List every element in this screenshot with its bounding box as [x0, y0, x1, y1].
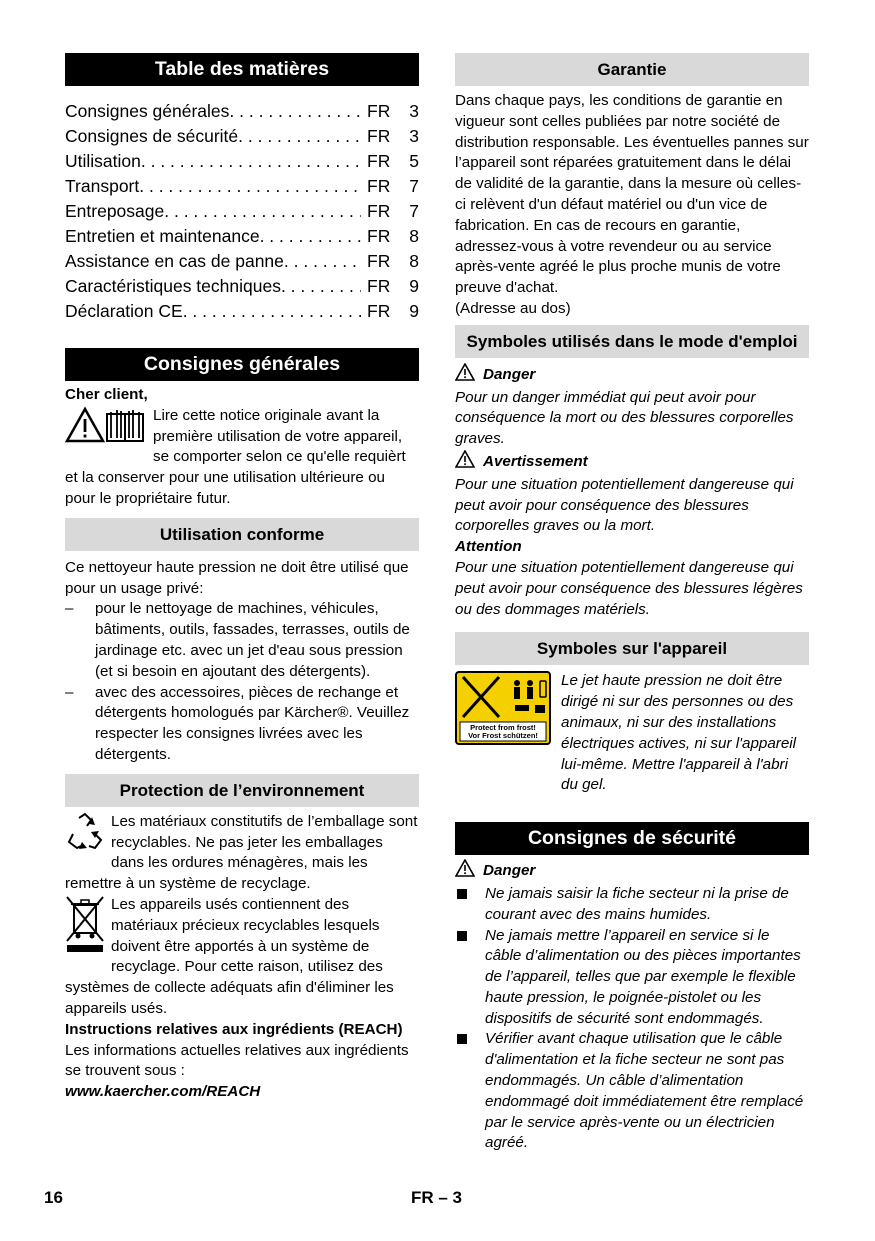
device-label-line1: Protect from frost!	[470, 723, 536, 733]
toc-item[interactable]: Transport . . . FR 7	[65, 174, 419, 199]
toc-item[interactable]: Déclaration CE . . . FR 9	[65, 299, 419, 324]
page-reference: FR – 3	[411, 1188, 463, 1207]
recycle-paragraph	[65, 812, 419, 895]
warranty-address: (Adresse au dos)	[455, 299, 571, 317]
warning-triangle-icon	[455, 363, 475, 388]
reach-link[interactable]: www.kaercher.com/REACH	[65, 1083, 261, 1101]
table-of-contents	[65, 99, 419, 324]
symbols-device-heading: Symboles sur l'appareil	[455, 632, 809, 665]
usage-heading: Utilisation conforme	[65, 518, 419, 551]
page-number: 16	[44, 1188, 63, 1207]
device-warning-label-icon	[455, 671, 551, 752]
crossed-bin-icon	[65, 895, 105, 960]
usage-list	[65, 599, 419, 765]
toc-item[interactable]: Utilisation . . . FR 5	[65, 149, 419, 174]
salutation: Cher client,	[65, 386, 148, 403]
toc-item[interactable]: Assistance en cas de panne . . . FR 8	[65, 249, 419, 274]
device-label-line2: Vor Frost schützen!	[468, 731, 538, 741]
list-item: Ne jamais mettre l’appareil en service si le câble d’alimentation ou des pièces importantes de l’appareil, telles que par exemple le flexible haute pression, le poignée-pistolet ou les dispositifs de sécurité sont endommagés.	[455, 926, 809, 1030]
general-heading: Consignes générales	[65, 348, 419, 381]
list-item: Vérifier avant chaque utilisation que le câble d'alimentation et la fiche secteur ne sont pas endommagés. Un câble d’alimentation endommagé doit immédiatement être remplacé par le service après-vente ou un électricien agréé.	[455, 1029, 809, 1154]
toc-item[interactable]: Entretien et maintenance . . . FR 8	[65, 224, 419, 249]
weee-text: Les appareils usés contiennent des matériaux précieux recyclables lesquels doivent être apportés à un système de recyclage. Pour cette raison, utilisez des systèmes de collecte adéquats afin d'éliminer les appareils usés.	[65, 895, 394, 1017]
bullet-square-icon	[457, 1034, 467, 1044]
left-column	[65, 53, 419, 1103]
toc-item[interactable]: Caractéristiques techniques . . . FR 9	[65, 274, 419, 299]
right-column	[455, 53, 809, 1154]
device-symbol-block	[455, 671, 809, 796]
toc-item[interactable]: Consignes de sécurité . . . FR 3	[65, 124, 419, 149]
weee-paragraph	[65, 895, 419, 1020]
list-item: – pour le nettoyage de machines, véhicules, bâtiments, outils, fassades, terrasses, outils de jardinage etc. avec un jet d'eau sous pression (et si besoin en ajoutant des détergents).	[65, 599, 419, 682]
attention-label: Attention	[455, 538, 522, 556]
warranty-text: Dans chaque pays, les conditions de garantie en vigueur sont celles publiées par notre société de distribution responsable. Les éventuelles pannes sur l’appareil sont réparées gratuitement dans le délai de validité de la garantie, dans la mesure où celles-ci relèvent d'un défaut matériel ou d'un vice de fabrication. En cas de recours en garantie, adressez-vous à votre revendeur ou au service après-vente agréé le plus proche munis de votre preuve d'achat.	[455, 92, 809, 297]
general-paragraph	[65, 406, 419, 510]
general-text: Lire cette notice originale avant la première utilisation de votre appareil, se comporter selon ce qu'elle requièrt et la conserver pour une utilisation ultérieure ou pour le propriétaire futur.	[65, 406, 406, 507]
safety-heading: Consignes de sécurité	[455, 822, 809, 855]
toc-heading: Table des matières	[65, 53, 419, 86]
reach-text: Les informations actuelles relatives aux ingrédients se trouvent sous :	[65, 1041, 409, 1080]
warning-triangle-icon	[455, 450, 475, 475]
recycle-icon	[65, 812, 105, 859]
safety-danger-label: Danger	[455, 859, 809, 884]
list-item: Ne jamais saisir la fiche secteur ni la prise de courant avec des mains humides.	[455, 884, 809, 926]
warning-triangle-icon	[455, 859, 475, 884]
recycle-text: Les matériaux constitutifs de l’emballage sont recyclables. Ne pas jeter les emballages dans les ordures ménagères, mais les remettre à un système de recyclage.	[65, 812, 418, 893]
usage-intro: Ce nettoyeur haute pression ne doit être utilisé que pour un usage privé:	[65, 558, 409, 597]
reach-heading: Instructions relatives aux ingrédients (REACH)	[65, 1020, 403, 1038]
warning-text: Pour une situation potentiellement dangereuse qui peut avoir pour conséquence des blessures corporelles graves ou la mort.	[455, 475, 794, 535]
environment-heading: Protection de l’environnement	[65, 774, 419, 807]
device-symbol-text: Le jet haute pression ne doit être dirigé ni sur des personnes ou des animaux, ni sur des installations électriques actives, ni sur l'appareil lui-même. Mettre l'appareil à l'abri du gel.	[561, 672, 797, 794]
bullet-square-icon	[457, 889, 467, 899]
list-item: – avec des accessoires, pièces de rechange et détergents homologués par Kärcher®. Veuillez respecter les consignes livrées avec les détergents.	[65, 683, 419, 766]
warning-label: Avertissement	[455, 450, 809, 475]
danger-text: Pour un danger immédiat qui peut avoir pour conséquence la mort ou des blessures corporelles graves.	[455, 388, 794, 448]
safety-list	[455, 884, 809, 1154]
danger-label: Danger	[455, 363, 809, 388]
toc-item[interactable]: Entreposage . . . FR 7	[65, 199, 419, 224]
bullet-square-icon	[457, 931, 467, 941]
symbols-manual-heading: Symboles utilisés dans le mode d'emploi	[455, 325, 809, 358]
toc-item[interactable]: Consignes générales . . . FR 3	[65, 99, 419, 124]
warning-read-manual-icon	[65, 406, 147, 451]
warranty-heading: Garantie	[455, 53, 809, 86]
attention-text: Pour une situation potentiellement dangereuse qui peut avoir pour conséquence des blessures légères ou des dommages matériels.	[455, 558, 803, 618]
